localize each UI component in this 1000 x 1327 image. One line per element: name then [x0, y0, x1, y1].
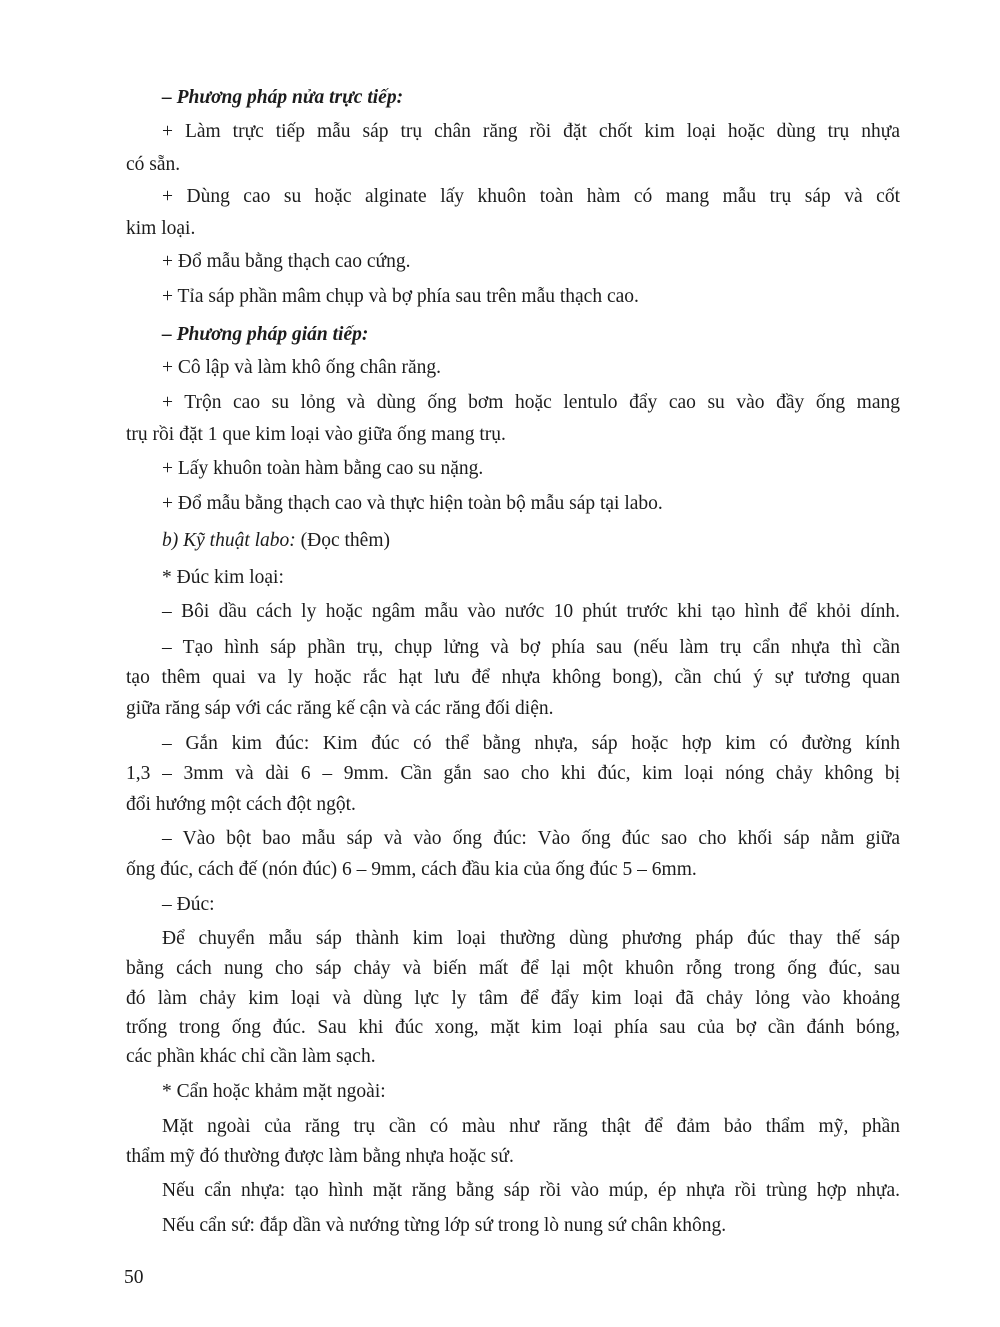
paragraph-line: – Tạo hình sáp phần trụ, chụp lửng và bợ phía sau (nếu làm trụ cẩn nhựa thì cần [162, 637, 900, 658]
paragraph-line: các phần khác chỉ cần làm sạch. [126, 1046, 376, 1067]
paragraph-line: – Đúc: [162, 894, 215, 915]
paragraph-line: + Tỉa sáp phần mâm chụp và bợ phía sau trên mẫu thạch cao. [162, 286, 639, 307]
paragraph-line: + Lấy khuôn toàn hàm bằng cao su nặng. [162, 458, 484, 479]
paragraph-line: bằng cách nung cho sáp chảy và biến mất để lại một khuôn rỗng trong ống đúc, sau [126, 958, 900, 979]
paragraph-line: Mặt ngoài của răng trụ cần có màu như răng thật để đảm bảo thẩm mỹ, phần [162, 1116, 900, 1137]
paragraph-line: trụ rồi đặt 1 que kim loại vào giữa ống mang trụ. [126, 424, 506, 445]
subsection-note: (Đọc thêm) [295, 530, 390, 551]
paragraph-line: giữa răng sáp với các răng kế cận và các răng đối diện. [126, 698, 554, 719]
paragraph-line: + Đổ mẫu bằng thạch cao cứng. [162, 251, 411, 272]
paragraph-line: + Trộn cao su lỏng và dùng ống bơm hoặc lentulo đẩy cao su vào đầy ống mang [162, 392, 900, 413]
paragraph-line: đổi hướng một cách đột ngột. [126, 794, 356, 815]
paragraph-line: tạo thêm quai va ly hoặc rắc hạt lưu để nhựa không bong), cần chú ý sự tương quan [126, 667, 900, 688]
subsection-title: b) Kỹ thuật labo: [162, 530, 296, 551]
paragraph-line: trống trong ống đúc. Sau khi đúc xong, mặt kim loại phía sau của bợ cần đánh bóng, [126, 1017, 900, 1038]
paragraph-line: 1,3 – 3mm và dài 6 – 9mm. Cần gắn sao cho khi đúc, kim loại nóng chảy không bị [126, 763, 900, 784]
paragraph-line: – Bôi dầu cách ly hoặc ngâm mẫu vào nước 10 phút trước khi tạo hình để khỏi dính. [162, 601, 900, 622]
paragraph-line: Để chuyển mẫu sáp thành kim loại thường dùng phương pháp đúc thay thế sáp [162, 928, 900, 949]
paragraph-line: + Cô lập và làm khô ống chân răng. [162, 357, 442, 378]
paragraph-line: + Dùng cao su hoặc alginate lấy khuôn toàn hàm có mang mẫu trụ sáp và cốt [162, 186, 900, 207]
paragraph-line: + Đổ mẫu bằng thạch cao và thực hiện toàn bộ mẫu sáp tại labo. [162, 493, 663, 514]
page-number: 50 [124, 1267, 144, 1288]
paragraph-line: kim loại. [126, 218, 196, 239]
heading-indirect-method: – Phương pháp gián tiếp: [162, 324, 369, 345]
paragraph-line: – Gắn kim đúc: Kim đúc có thể bằng nhựa, sáp hoặc hợp kim có đường kính [162, 733, 900, 754]
paragraph-line: Nếu cẩn nhựa: tạo hình mặt răng bằng sáp rồi vào múp, ép nhựa rồi trùng hợp nhựa. [162, 1180, 900, 1201]
paragraph-line: thẩm mỹ đó thường được làm bằng nhựa hoặc sứ. [126, 1146, 514, 1167]
paragraph-line: + Làm trực tiếp mẫu sáp trụ chân răng rồi đặt chốt kim loại hoặc dùng trụ nhựa [162, 121, 900, 142]
paragraph-line: ống đúc, cách đế (nón đúc) 6 – 9mm, cách đầu kia của ống đúc 5 – 6mm. [126, 859, 697, 880]
paragraph-line: có sẵn. [126, 154, 181, 175]
heading-semi-direct-method: – Phương pháp nửa trực tiếp: [162, 87, 404, 108]
paragraph-line: đó làm chảy kim loại và dùng lực ly tâm để đẩy kim loại đã chảy lỏng vào khoảng [126, 988, 900, 1009]
paragraph-line: * Đúc kim loại: [162, 567, 284, 588]
subsection-heading-labo [162, 529, 900, 553]
paragraph-line: * Cẩn hoặc khảm mặt ngoài: [162, 1081, 386, 1102]
paragraph-line: – Vào bột bao mẫu sáp và vào ống đúc: Vào ống đúc sao cho khối sáp nằm giữa [162, 828, 900, 849]
paragraph-line: Nếu cẩn sứ: đắp dần và nướng từng lớp sứ trong lò nung sứ chân không. [162, 1215, 727, 1236]
